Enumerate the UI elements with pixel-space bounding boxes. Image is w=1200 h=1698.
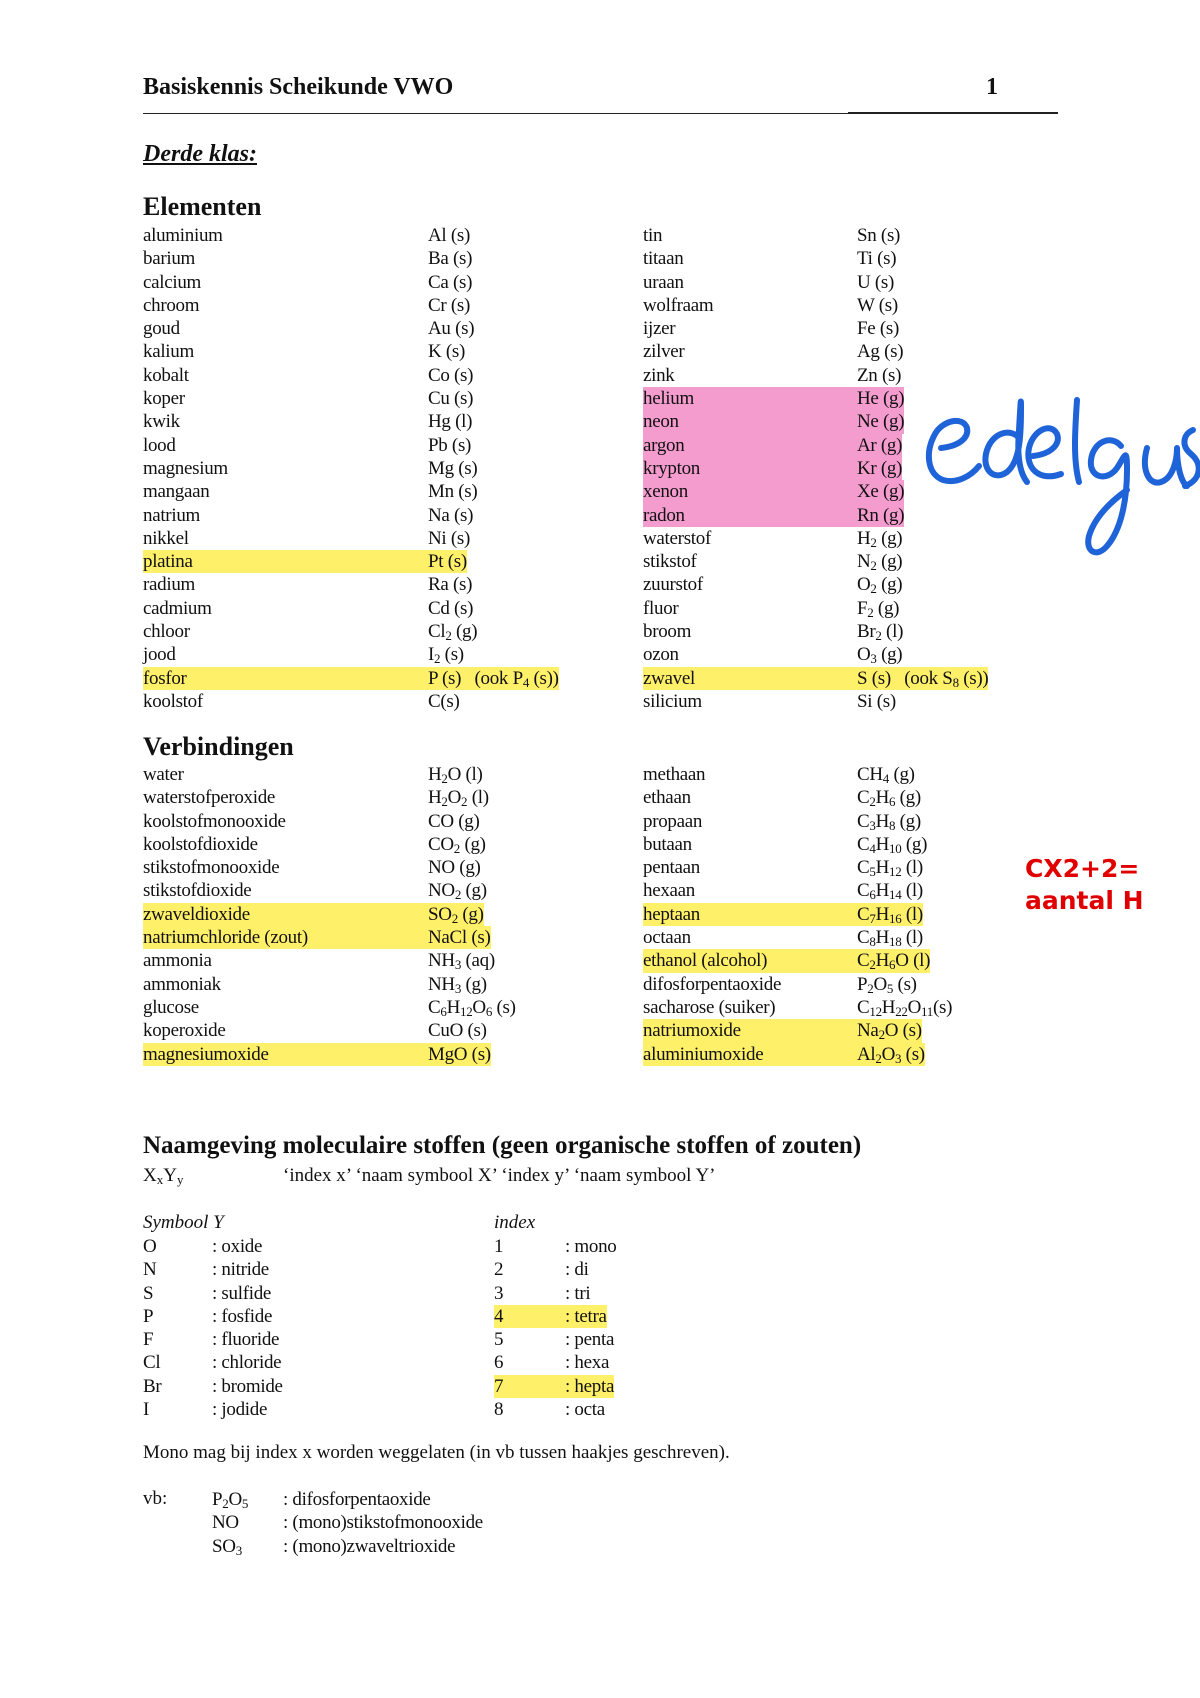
example-name: : difosforpentaoxide: [283, 1489, 431, 1510]
substance-name: waterstofperoxide: [143, 787, 276, 809]
symbol-name: : sulfide: [212, 1282, 272, 1304]
substance-formula: Cu (s): [428, 388, 474, 410]
substance-name: radium: [143, 574, 196, 596]
substance-name: ammoniak: [143, 973, 221, 995]
symbol-name: : oxide: [212, 1236, 263, 1257]
substance-name: hexaan: [643, 880, 695, 902]
substance-formula: $C_2H_6O$ (l): [857, 950, 931, 973]
table-row: [0, 643, 1200, 666]
substance-formula: S (s) (ook $S_8$ (s)): [857, 667, 989, 690]
table-row: [0, 1398, 1200, 1421]
substance-formula: $NH_3$ (g): [428, 973, 487, 996]
table-row: [0, 1375, 1200, 1398]
example-row: [0, 1511, 1200, 1534]
examples: [0, 1488, 1200, 1558]
substance-name: natrium: [143, 504, 200, 526]
substance-name: koolstof: [143, 690, 203, 712]
substance-name: koolstofmonooxide: [143, 810, 286, 832]
substance-name: mangaan: [143, 481, 210, 503]
example-formula: $P_2O_5$: [212, 1489, 249, 1511]
substance-formula: $C_7H_{16}$ (l): [857, 903, 923, 926]
substance-formula: $C_{12}H_{22}O_{11}(s)$: [857, 996, 953, 1019]
substance-name: wolfraam: [643, 294, 714, 316]
substance-name: butaan: [643, 833, 692, 855]
substance-name: pentaan: [643, 857, 700, 879]
substance-formula: $Na_2O$ (s): [857, 1020, 922, 1043]
substance-formula: Rn (g): [857, 504, 905, 526]
table-row: [0, 1305, 1200, 1328]
substance-name: methaan: [643, 764, 706, 785]
naamgeving-table: [0, 1235, 1200, 1421]
table-row: [0, 294, 1200, 317]
verbindingen-table: [0, 763, 1200, 1066]
substance-name: krypton: [643, 457, 857, 480]
index-number: 3: [494, 1282, 504, 1304]
table-row: [0, 620, 1200, 643]
index-number: 4: [494, 1305, 565, 1328]
substance-formula: $O_2$ (g): [857, 574, 903, 597]
table-row: [0, 573, 1200, 596]
substance-formula: $SO_2$ (g): [428, 903, 484, 926]
index-number: 6: [494, 1352, 504, 1374]
substance-name: propaan: [643, 810, 703, 832]
substance-name: stikstofdioxide: [143, 880, 252, 902]
table-row: [0, 903, 1200, 926]
table-row: [0, 1019, 1200, 1042]
substance-formula: W (s): [857, 294, 898, 316]
substance-name: chroom: [143, 294, 200, 316]
substance-formula: Pb (s): [428, 434, 472, 456]
substance-name: zwavel: [643, 667, 857, 690]
substance-formula: $H_2O$ (l): [428, 764, 483, 786]
subtitle: Derde klas:: [143, 141, 257, 167]
substance-formula: $C_5H_{12}$ (l): [857, 857, 923, 880]
table-row: [0, 949, 1200, 972]
substance-name: ethaan: [643, 787, 691, 809]
substance-name: kwik: [143, 411, 180, 433]
substance-formula: Fe (s): [857, 318, 899, 340]
substance-name: zuurstof: [643, 574, 703, 596]
substance-formula: Cd (s): [428, 597, 474, 619]
substance-formula: NaCl (s): [428, 927, 491, 949]
substance-name: waterstof: [643, 527, 711, 549]
substance-formula: NO (g): [428, 857, 481, 879]
verbindingen-heading: Verbindingen: [143, 732, 294, 761]
substance-formula: K (s): [428, 341, 466, 363]
substance-name: fosfor: [143, 667, 428, 690]
substance-name: glucose: [143, 996, 199, 1018]
substance-formula: Ne (g): [857, 411, 905, 433]
substance-name: platina: [143, 550, 428, 573]
substance-formula: $CO_2$ (g): [428, 833, 486, 856]
substance-formula: $NH_3$ (aq): [428, 950, 495, 973]
substance-formula: Cr (s): [428, 294, 470, 316]
symbol: Br: [143, 1375, 162, 1397]
substance-name: cadmium: [143, 597, 212, 619]
substance-name: kalium: [143, 341, 194, 363]
substance-formula: $C_3H_8$ (g): [857, 810, 921, 833]
substance-formula: $C_6H_{12}O_6$ (s): [428, 996, 516, 1019]
index-prefix: : mono: [565, 1236, 617, 1257]
index-prefix: : octa: [565, 1399, 605, 1421]
substance-formula: $P_2O_5$ (s): [857, 973, 917, 996]
substance-name: ammonia: [143, 950, 212, 972]
substance-name: zwaveldioxide: [143, 903, 428, 926]
substance-name: ijzer: [643, 318, 676, 340]
table-row: [0, 763, 1200, 786]
index-prefix: : tetra: [565, 1305, 607, 1327]
elementen-heading: Elementen: [143, 192, 262, 221]
substance-name: zink: [643, 364, 675, 386]
table-row: [0, 1258, 1200, 1281]
symbol-name: : chloride: [212, 1352, 282, 1374]
symbol: O: [143, 1236, 157, 1257]
substance-name: kobalt: [143, 364, 189, 386]
substance-name: xenon: [643, 480, 857, 503]
table-row: [0, 926, 1200, 949]
substance-formula: $N_2$ (g): [857, 551, 903, 574]
substance-formula: $O_3$ (g): [857, 644, 903, 667]
table-row: [0, 973, 1200, 996]
substance-name: heptaan: [643, 903, 857, 926]
symbool-header: Symbool Y: [143, 1212, 224, 1233]
symbol: S: [143, 1282, 154, 1304]
index-prefix: : hepta: [565, 1375, 615, 1397]
substance-formula: Mn (s): [428, 481, 478, 503]
substance-formula: Zn (s): [857, 364, 902, 386]
substance-name: argon: [643, 434, 857, 457]
substance-name: zilver: [643, 341, 685, 363]
substance-formula: Mg (s): [428, 457, 478, 479]
symbol-name: : bromide: [212, 1375, 283, 1397]
substance-formula: Ba (s): [428, 248, 473, 270]
substance-name: helium: [643, 387, 857, 410]
substance-formula: $C_2H_6$ (g): [857, 787, 921, 810]
header-rule-right: [848, 112, 1058, 114]
index-number: 1: [494, 1236, 504, 1257]
table-row: [0, 1282, 1200, 1305]
symbol: Cl: [143, 1352, 161, 1374]
naamgeving-pattern: ‘index x’ ‘naam symbool X’ ‘index y’ ‘naam symbool Y’: [283, 1165, 716, 1186]
substance-formula: $C_8H_{18}$ (l): [857, 927, 923, 950]
example-row: [0, 1488, 1200, 1511]
substance-formula: Pt (s): [428, 551, 467, 573]
symbol: I: [143, 1399, 150, 1421]
table-row: [0, 856, 1200, 879]
substance-formula: Ag (s): [857, 341, 904, 363]
substance-formula: Hg (l): [428, 411, 473, 433]
substance-formula: CuO (s): [428, 1020, 487, 1042]
substance-formula: Ni (s): [428, 527, 470, 549]
table-row: [0, 317, 1200, 340]
vb-label: vb:: [143, 1488, 168, 1509]
substance-name: calcium: [143, 271, 202, 293]
symbol: P: [143, 1305, 154, 1327]
substance-name: natriumchloride (zout): [143, 926, 428, 949]
header-title: Basiskennis Scheikunde VWO: [143, 74, 454, 100]
substance-name: ozon: [643, 644, 679, 666]
substance-formula: $H_2$ (g): [857, 527, 903, 550]
table-row: [0, 996, 1200, 1019]
symbol-name: : nitride: [212, 1259, 269, 1281]
index-number: 5: [494, 1329, 504, 1351]
index-prefix: : hexa: [565, 1352, 610, 1374]
handwritten-note-red: CX2+2= aantal H: [1025, 854, 1144, 915]
table-row: [0, 1351, 1200, 1374]
substance-formula: Sn (s): [857, 225, 901, 246]
table-row: [0, 786, 1200, 809]
index-number: 2: [494, 1259, 504, 1281]
substance-formula: $I_2$ (s): [428, 644, 464, 667]
substance-formula: $CH_4$ (g): [857, 764, 915, 786]
index-number: 7: [494, 1375, 565, 1398]
table-row: [0, 810, 1200, 833]
example-formula: $SO_3$: [212, 1535, 242, 1558]
table-row: [0, 879, 1200, 902]
index-prefix: : di: [565, 1259, 589, 1281]
substance-formula: Na (s): [428, 504, 474, 526]
substance-formula: Ra (s): [428, 574, 473, 596]
substance-name: magnesiumoxide: [143, 1043, 428, 1066]
substance-formula: Al (s): [428, 225, 470, 246]
substance-formula: Kr (g): [857, 457, 903, 479]
substance-name: water: [143, 764, 184, 785]
substance-name: nikkel: [143, 527, 189, 549]
table-row: [0, 224, 1200, 247]
substance-name: barium: [143, 248, 196, 270]
substance-formula: $F_2$ (g): [857, 597, 900, 620]
example-formula: NO: [212, 1512, 239, 1534]
substance-name: difosforpentaoxide: [643, 973, 782, 995]
index-number: 8: [494, 1399, 504, 1421]
naamgeving-formula: $X_xY_y$: [143, 1165, 184, 1187]
substance-formula: He (g): [857, 388, 905, 410]
table-row: [0, 667, 1200, 690]
header-rule: [143, 113, 848, 114]
symbol: F: [143, 1329, 154, 1351]
example-name: : (mono)zwaveltrioxide: [283, 1535, 456, 1557]
substance-formula: $Al_2O_3$ (s): [857, 1043, 925, 1066]
substance-formula: Si (s): [857, 690, 896, 712]
substance-name: magnesium: [143, 457, 228, 479]
substance-name: stikstofmonooxide: [143, 857, 280, 879]
symbol-name: : fluoride: [212, 1329, 280, 1351]
index-prefix: : penta: [565, 1329, 615, 1351]
substance-formula: CO (g): [428, 810, 480, 832]
substance-name: titaan: [643, 248, 684, 270]
page-number: 1: [986, 74, 998, 100]
symbol-name: : fosfide: [212, 1305, 273, 1327]
mono-note: Mono mag bij index x worden weggelaten (in vb tussen haakjes geschreven).: [143, 1442, 730, 1463]
substance-name: sacharose (suiker): [643, 996, 776, 1018]
substance-formula: P (s) (ook $P_4$ (s)): [428, 667, 559, 690]
example-row: [0, 1535, 1200, 1558]
substance-formula: Xe (g): [857, 481, 905, 503]
substance-formula: $Cl_2$ (g): [428, 621, 478, 644]
substance-name: koper: [143, 388, 185, 410]
table-row: [0, 833, 1200, 856]
substance-name: aluminiumoxide: [643, 1043, 857, 1066]
table-row: [0, 1235, 1200, 1258]
substance-name: uraan: [643, 271, 684, 293]
substance-name: koolstofdioxide: [143, 833, 258, 855]
substance-formula: C(s): [428, 690, 460, 712]
substance-formula: $H_2O_2$ (l): [428, 787, 489, 810]
substance-name: lood: [143, 434, 176, 456]
substance-name: tin: [643, 225, 663, 246]
substance-name: neon: [643, 410, 857, 433]
substance-formula: Ca (s): [428, 271, 473, 293]
substance-formula: $C_6H_{14}$ (l): [857, 880, 923, 903]
index-prefix: : tri: [565, 1282, 591, 1304]
substance-name: fluor: [643, 597, 679, 619]
symbol: N: [143, 1259, 157, 1281]
symbol-name: : jodide: [212, 1399, 268, 1421]
substance-formula: MgO (s): [428, 1043, 491, 1065]
substance-formula: $C_4H_{10}$ (g): [857, 833, 928, 856]
substance-name: broom: [643, 621, 692, 643]
substance-formula: Co (s): [428, 364, 474, 386]
table-row: [0, 1043, 1200, 1066]
substance-formula: $NO_2$ (g): [428, 880, 487, 903]
substance-formula: $Br_2$ (l): [857, 621, 904, 644]
table-row: [0, 690, 1200, 713]
substance-name: ethanol (alcohol): [643, 949, 857, 972]
example-name: : (mono)stikstofmonooxide: [283, 1512, 483, 1534]
table-row: [0, 1328, 1200, 1351]
table-row: [0, 364, 1200, 387]
substance-formula: Ar (g): [857, 434, 903, 456]
substance-name: goud: [143, 318, 180, 340]
substance-name: radon: [643, 504, 857, 527]
substance-formula: U (s): [857, 271, 895, 293]
substance-name: aluminium: [143, 225, 223, 246]
table-row: [0, 597, 1200, 620]
table-row: [0, 340, 1200, 363]
substance-name: octaan: [643, 927, 691, 949]
substance-formula: Au (s): [428, 318, 475, 340]
handwritten-edelgas: [915, 390, 1200, 575]
substance-name: chloor: [143, 621, 190, 643]
substance-name: jood: [143, 644, 176, 666]
substance-name: stikstof: [643, 551, 697, 573]
index-header: index: [494, 1212, 536, 1233]
substance-formula: Ti (s): [857, 248, 897, 270]
substance-name: koperoxide: [143, 1020, 226, 1042]
table-row: [0, 271, 1200, 294]
naamgeving-heading: Naamgeving moleculaire stoffen (geen organische stoffen of zouten): [143, 1132, 862, 1159]
substance-name: natriumoxide: [643, 1019, 857, 1042]
substance-name: silicium: [643, 690, 702, 712]
table-row: [0, 247, 1200, 270]
